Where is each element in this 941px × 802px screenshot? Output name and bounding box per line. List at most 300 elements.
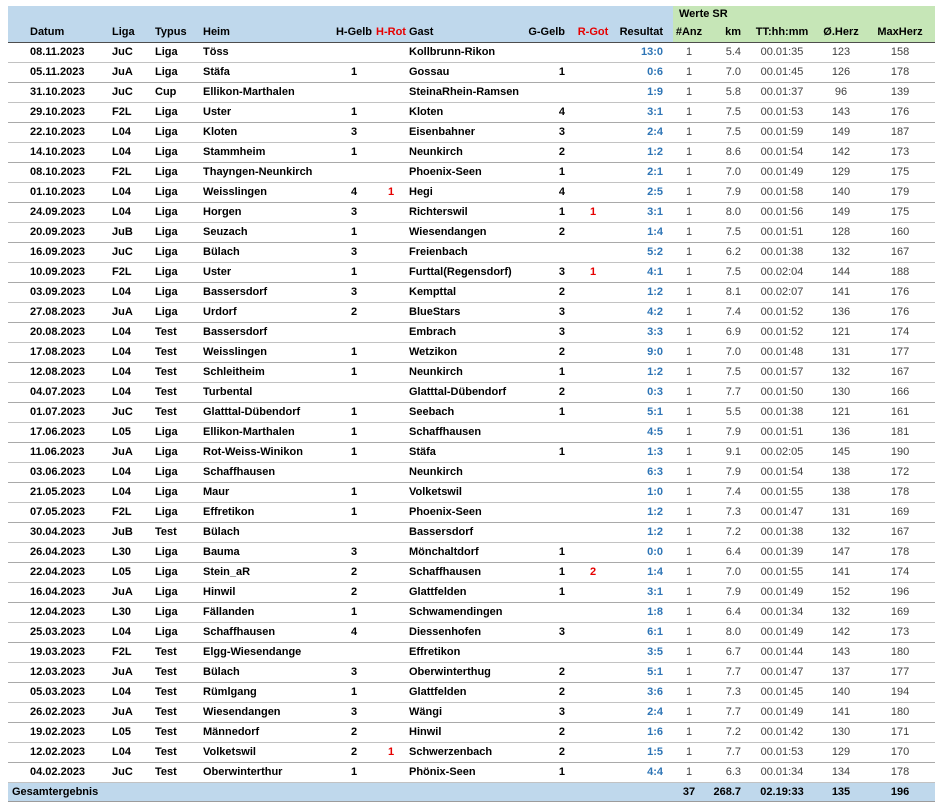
cell-h-gelb[interactable]: 1 (333, 63, 375, 83)
cell-h-gelb[interactable]: 1 (333, 223, 375, 243)
total-max-herz[interactable]: 196 (865, 783, 935, 802)
cell-g-gelb[interactable]: 3 (523, 623, 573, 643)
cell-typus[interactable]: Test (153, 363, 201, 383)
cell-g-gelb[interactable]: 1 (523, 63, 573, 83)
cell-r-got[interactable] (573, 303, 613, 323)
cell-max-herz[interactable]: 139 (865, 83, 935, 103)
cell-tt[interactable]: 00.01:52 (747, 303, 817, 323)
cell-liga[interactable]: F2L (108, 643, 153, 663)
cell-anz[interactable]: 1 (673, 63, 705, 83)
cell-resultat[interactable]: 3:6 (613, 683, 673, 703)
cell-anz[interactable]: 1 (673, 123, 705, 143)
cell-liga[interactable]: JuB (108, 223, 153, 243)
cell-max-herz[interactable]: 172 (865, 463, 935, 483)
cell-liga[interactable]: JuA (108, 663, 153, 683)
cell-heim[interactable]: Volketswil (201, 743, 333, 763)
cell-h-gelb[interactable]: 1 (333, 403, 375, 423)
col-header-h-rot[interactable]: H-Rot (375, 23, 407, 43)
cell-avg-herz[interactable]: 142 (817, 143, 865, 163)
cell-h-gelb[interactable]: 1 (333, 263, 375, 283)
cell-h-rot[interactable] (375, 103, 407, 123)
cell-anz[interactable]: 1 (673, 443, 705, 463)
cell-typus[interactable]: Liga (153, 283, 201, 303)
cell-g-gelb[interactable]: 3 (523, 703, 573, 723)
cell-h-rot[interactable] (375, 503, 407, 523)
cell-tt[interactable]: 00.01:34 (747, 603, 817, 623)
cell-g-gelb[interactable]: 1 (523, 403, 573, 423)
cell-g-gelb[interactable]: 1 (523, 443, 573, 463)
cell-typus[interactable]: Liga (153, 63, 201, 83)
cell-h-rot[interactable] (375, 343, 407, 363)
cell-resultat[interactable]: 0:3 (613, 383, 673, 403)
cell-tt[interactable]: 00.02:04 (747, 263, 817, 283)
cell-h-gelb[interactable]: 1 (333, 143, 375, 163)
cell-tt[interactable]: 00.01:57 (747, 363, 817, 383)
cell-tt[interactable]: 00.01:53 (747, 103, 817, 123)
cell-gast[interactable]: Wängi (407, 703, 523, 723)
cell-heim[interactable]: Bülach (201, 523, 333, 543)
cell-datum[interactable]: 19.03.2023 (8, 643, 108, 663)
cell-datum[interactable]: 05.03.2023 (8, 683, 108, 703)
cell-h-rot[interactable]: 1 (375, 183, 407, 203)
cell-g-gelb[interactable]: 1 (523, 363, 573, 383)
cell-datum[interactable]: 29.10.2023 (8, 103, 108, 123)
cell-r-got[interactable] (573, 423, 613, 443)
cell-resultat[interactable]: 1:8 (613, 603, 673, 623)
cell-g-gelb[interactable]: 2 (523, 663, 573, 683)
cell-h-rot[interactable] (375, 223, 407, 243)
cell-avg-herz[interactable]: 141 (817, 563, 865, 583)
cell-h-gelb[interactable] (333, 463, 375, 483)
cell-gast[interactable]: Wetzikon (407, 343, 523, 363)
cell-r-got[interactable] (573, 743, 613, 763)
cell-datum[interactable]: 26.02.2023 (8, 703, 108, 723)
cell-heim[interactable]: Schleitheim (201, 363, 333, 383)
total-anz[interactable]: 37 (673, 783, 705, 802)
cell-h-gelb[interactable]: 1 (333, 683, 375, 703)
cell-avg-herz[interactable]: 149 (817, 203, 865, 223)
cell-h-gelb[interactable] (333, 643, 375, 663)
cell-heim[interactable]: Maur (201, 483, 333, 503)
cell-r-got[interactable]: 1 (573, 203, 613, 223)
cell-typus[interactable]: Liga (153, 223, 201, 243)
cell-avg-herz[interactable]: 149 (817, 123, 865, 143)
cell-anz[interactable]: 1 (673, 163, 705, 183)
cell-gast[interactable]: Effretikon (407, 643, 523, 663)
cell-datum[interactable]: 05.11.2023 (8, 63, 108, 83)
cell-r-got[interactable] (573, 243, 613, 263)
cell-resultat[interactable]: 6:1 (613, 623, 673, 643)
cell-avg-herz[interactable]: 140 (817, 183, 865, 203)
cell-resultat[interactable]: 1:2 (613, 503, 673, 523)
cell-r-got[interactable] (573, 703, 613, 723)
col-header-gast[interactable]: Gast (407, 23, 523, 43)
cell-resultat[interactable]: 1:6 (613, 723, 673, 743)
cell-max-herz[interactable]: 177 (865, 343, 935, 363)
cell-datum[interactable]: 07.05.2023 (8, 503, 108, 523)
cell-heim[interactable]: Weisslingen (201, 183, 333, 203)
cell-km[interactable]: 7.5 (705, 103, 747, 123)
cell-km[interactable]: 7.7 (705, 383, 747, 403)
cell-max-herz[interactable]: 176 (865, 103, 935, 123)
cell-resultat[interactable]: 1:9 (613, 83, 673, 103)
cell-heim[interactable]: Weisslingen (201, 343, 333, 363)
cell-anz[interactable]: 1 (673, 203, 705, 223)
cell-liga[interactable]: JuC (108, 83, 153, 103)
cell-heim[interactable]: Bassersdorf (201, 323, 333, 343)
cell-r-got[interactable] (573, 583, 613, 603)
cell-heim[interactable]: Töss (201, 43, 333, 63)
cell-gast[interactable]: Bassersdorf (407, 523, 523, 543)
cell-heim[interactable]: Männedorf (201, 723, 333, 743)
cell-max-herz[interactable]: 179 (865, 183, 935, 203)
cell-liga[interactable]: JuC (108, 403, 153, 423)
cell-km[interactable]: 8.6 (705, 143, 747, 163)
cell-g-gelb[interactable]: 2 (523, 343, 573, 363)
cell-heim[interactable]: Fällanden (201, 603, 333, 623)
cell-km[interactable]: 7.2 (705, 523, 747, 543)
cell-resultat[interactable]: 4:5 (613, 423, 673, 443)
cell-typus[interactable]: Test (153, 723, 201, 743)
cell-gast[interactable]: Schaffhausen (407, 423, 523, 443)
cell-datum[interactable]: 22.04.2023 (8, 563, 108, 583)
cell-h-rot[interactable] (375, 663, 407, 683)
cell-tt[interactable]: 00.01:49 (747, 163, 817, 183)
cell-liga[interactable]: L05 (108, 563, 153, 583)
cell-r-got[interactable] (573, 663, 613, 683)
cell-km[interactable]: 7.5 (705, 223, 747, 243)
cell-gast[interactable]: Richterswil (407, 203, 523, 223)
cell-heim[interactable]: Seuzach (201, 223, 333, 243)
cell-h-rot[interactable] (375, 563, 407, 583)
cell-r-got[interactable] (573, 483, 613, 503)
cell-heim[interactable]: Uster (201, 263, 333, 283)
cell-anz[interactable]: 1 (673, 423, 705, 443)
cell-gast[interactable]: Furttal(Regensdorf) (407, 263, 523, 283)
cell-h-rot[interactable] (375, 703, 407, 723)
cell-typus[interactable]: Test (153, 683, 201, 703)
cell-anz[interactable]: 1 (673, 703, 705, 723)
cell-heim[interactable]: Ellikon-Marthalen (201, 423, 333, 443)
cell-r-got[interactable] (573, 143, 613, 163)
cell-anz[interactable]: 1 (673, 83, 705, 103)
cell-resultat[interactable]: 2:1 (613, 163, 673, 183)
cell-datum[interactable]: 01.07.2023 (8, 403, 108, 423)
cell-typus[interactable]: Liga (153, 183, 201, 203)
cell-h-rot[interactable] (375, 463, 407, 483)
cell-h-rot[interactable] (375, 583, 407, 603)
cell-h-gelb[interactable] (333, 163, 375, 183)
cell-r-got[interactable] (573, 523, 613, 543)
cell-datum[interactable]: 24.09.2023 (8, 203, 108, 223)
cell-typus[interactable]: Liga (153, 423, 201, 443)
cell-anz[interactable]: 1 (673, 563, 705, 583)
cell-heim[interactable]: Bülach (201, 243, 333, 263)
cell-heim[interactable]: Schaffhausen (201, 623, 333, 643)
cell-liga[interactable]: L04 (108, 183, 153, 203)
cell-heim[interactable]: Uster (201, 103, 333, 123)
cell-liga[interactable]: L04 (108, 283, 153, 303)
cell-avg-herz[interactable]: 128 (817, 223, 865, 243)
cell-max-herz[interactable]: 187 (865, 123, 935, 143)
cell-r-got[interactable] (573, 463, 613, 483)
cell-tt[interactable]: 00.02:07 (747, 283, 817, 303)
cell-liga[interactable]: F2L (108, 163, 153, 183)
cell-typus[interactable]: Test (153, 323, 201, 343)
cell-datum[interactable]: 17.08.2023 (8, 343, 108, 363)
cell-anz[interactable]: 1 (673, 603, 705, 623)
cell-avg-herz[interactable]: 141 (817, 283, 865, 303)
cell-gast[interactable]: Volketswil (407, 483, 523, 503)
cell-tt[interactable]: 00.01:38 (747, 243, 817, 263)
cell-h-rot[interactable] (375, 323, 407, 343)
cell-h-gelb[interactable]: 3 (333, 703, 375, 723)
cell-g-gelb[interactable] (523, 643, 573, 663)
cell-km[interactable]: 5.8 (705, 83, 747, 103)
cell-km[interactable]: 7.0 (705, 63, 747, 83)
cell-h-rot[interactable] (375, 623, 407, 643)
cell-heim[interactable]: Horgen (201, 203, 333, 223)
cell-gast[interactable]: Freienbach (407, 243, 523, 263)
cell-r-got[interactable] (573, 443, 613, 463)
cell-g-gelb[interactable] (523, 603, 573, 623)
cell-g-gelb[interactable]: 2 (523, 283, 573, 303)
cell-datum[interactable]: 11.06.2023 (8, 443, 108, 463)
cell-avg-herz[interactable]: 142 (817, 623, 865, 643)
cell-datum[interactable]: 19.02.2023 (8, 723, 108, 743)
cell-liga[interactable]: JuA (108, 703, 153, 723)
cell-typus[interactable]: Test (153, 403, 201, 423)
cell-r-got[interactable] (573, 403, 613, 423)
cell-h-gelb[interactable]: 3 (333, 123, 375, 143)
cell-tt[interactable]: 00.01:52 (747, 323, 817, 343)
cell-liga[interactable]: L04 (108, 683, 153, 703)
cell-resultat[interactable]: 2:4 (613, 703, 673, 723)
cell-r-got[interactable] (573, 643, 613, 663)
cell-resultat[interactable]: 1:2 (613, 523, 673, 543)
cell-tt[interactable]: 00.01:44 (747, 643, 817, 663)
cell-resultat[interactable]: 5:1 (613, 403, 673, 423)
cell-max-herz[interactable]: 176 (865, 303, 935, 323)
cell-h-rot[interactable] (375, 443, 407, 463)
cell-max-herz[interactable]: 174 (865, 323, 935, 343)
cell-avg-herz[interactable]: 134 (817, 763, 865, 783)
cell-datum[interactable]: 16.09.2023 (8, 243, 108, 263)
cell-anz[interactable]: 1 (673, 103, 705, 123)
cell-avg-herz[interactable]: 136 (817, 303, 865, 323)
cell-g-gelb[interactable] (523, 243, 573, 263)
cell-gast[interactable]: Phönix-Seen (407, 763, 523, 783)
col-header-resultat[interactable]: Resultat (613, 23, 673, 43)
cell-avg-herz[interactable]: 143 (817, 643, 865, 663)
cell-tt[interactable]: 00.01:56 (747, 203, 817, 223)
cell-heim[interactable]: Bülach (201, 663, 333, 683)
cell-typus[interactable]: Test (153, 523, 201, 543)
cell-h-rot[interactable] (375, 163, 407, 183)
cell-typus[interactable]: Test (153, 743, 201, 763)
cell-resultat[interactable]: 3:1 (613, 103, 673, 123)
cell-anz[interactable]: 1 (673, 263, 705, 283)
cell-h-gelb[interactable]: 3 (333, 203, 375, 223)
cell-gast[interactable]: Seebach (407, 403, 523, 423)
cell-tt[interactable]: 00.01:39 (747, 543, 817, 563)
col-header-r-got[interactable]: R-Got (573, 23, 613, 43)
cell-anz[interactable]: 1 (673, 463, 705, 483)
cell-liga[interactable]: L04 (108, 463, 153, 483)
cell-g-gelb[interactable]: 2 (523, 383, 573, 403)
cell-r-got[interactable]: 2 (573, 563, 613, 583)
cell-avg-herz[interactable]: 138 (817, 463, 865, 483)
cell-heim[interactable]: Thayngen-Neunkirch (201, 163, 333, 183)
cell-km[interactable]: 6.3 (705, 763, 747, 783)
cell-tt[interactable]: 00.01:54 (747, 463, 817, 483)
cell-km[interactable]: 7.2 (705, 723, 747, 743)
cell-heim[interactable]: Ellikon-Marthalen (201, 83, 333, 103)
cell-r-got[interactable] (573, 503, 613, 523)
cell-h-rot[interactable] (375, 43, 407, 63)
cell-anz[interactable]: 1 (673, 543, 705, 563)
cell-h-rot[interactable] (375, 723, 407, 743)
cell-km[interactable]: 6.2 (705, 243, 747, 263)
cell-liga[interactable]: JuA (108, 63, 153, 83)
cell-heim[interactable]: Urdorf (201, 303, 333, 323)
cell-gast[interactable]: Stäfa (407, 443, 523, 463)
cell-liga[interactable]: L04 (108, 483, 153, 503)
cell-datum[interactable]: 27.08.2023 (8, 303, 108, 323)
cell-h-gelb[interactable] (333, 43, 375, 63)
cell-tt[interactable]: 00.01:50 (747, 383, 817, 403)
cell-resultat[interactable]: 13:0 (613, 43, 673, 63)
cell-gast[interactable]: Kollbrunn-Rikon (407, 43, 523, 63)
cell-resultat[interactable]: 3:1 (613, 203, 673, 223)
cell-datum[interactable]: 31.10.2023 (8, 83, 108, 103)
cell-liga[interactable]: L05 (108, 723, 153, 743)
cell-avg-herz[interactable]: 132 (817, 243, 865, 263)
cell-h-rot[interactable] (375, 403, 407, 423)
cell-max-herz[interactable]: 194 (865, 683, 935, 703)
cell-anz[interactable]: 1 (673, 683, 705, 703)
cell-resultat[interactable]: 6:3 (613, 463, 673, 483)
cell-h-rot[interactable] (375, 243, 407, 263)
cell-tt[interactable]: 00.01:54 (747, 143, 817, 163)
cell-max-herz[interactable]: 170 (865, 743, 935, 763)
cell-tt[interactable]: 00.01:51 (747, 423, 817, 443)
cell-datum[interactable]: 26.04.2023 (8, 543, 108, 563)
cell-r-got[interactable] (573, 683, 613, 703)
cell-g-gelb[interactable] (523, 423, 573, 443)
cell-gast[interactable]: Glatttal-Dübendorf (407, 383, 523, 403)
cell-liga[interactable]: JuA (108, 443, 153, 463)
cell-tt[interactable]: 00.02:05 (747, 443, 817, 463)
cell-avg-herz[interactable]: 96 (817, 83, 865, 103)
cell-typus[interactable]: Liga (153, 603, 201, 623)
cell-heim[interactable]: Turbental (201, 383, 333, 403)
cell-liga[interactable]: L04 (108, 363, 153, 383)
cell-h-rot[interactable] (375, 263, 407, 283)
cell-anz[interactable]: 1 (673, 663, 705, 683)
cell-tt[interactable]: 00.01:59 (747, 123, 817, 143)
cell-h-gelb[interactable]: 4 (333, 183, 375, 203)
cell-km[interactable]: 8.0 (705, 203, 747, 223)
col-header-typus[interactable]: Typus (153, 23, 201, 43)
cell-liga[interactable]: F2L (108, 503, 153, 523)
cell-h-rot[interactable] (375, 203, 407, 223)
cell-heim[interactable]: Rümlgang (201, 683, 333, 703)
cell-typus[interactable]: Test (153, 643, 201, 663)
cell-g-gelb[interactable]: 2 (523, 223, 573, 243)
cell-g-gelb[interactable]: 1 (523, 163, 573, 183)
cell-gast[interactable]: Diessenhofen (407, 623, 523, 643)
cell-h-gelb[interactable]: 1 (333, 763, 375, 783)
cell-datum[interactable]: 25.03.2023 (8, 623, 108, 643)
cell-max-herz[interactable]: 176 (865, 283, 935, 303)
cell-typus[interactable]: Test (153, 343, 201, 363)
cell-km[interactable]: 5.5 (705, 403, 747, 423)
cell-liga[interactable]: F2L (108, 263, 153, 283)
cell-resultat[interactable]: 4:4 (613, 763, 673, 783)
cell-anz[interactable]: 1 (673, 143, 705, 163)
cell-gast[interactable]: Schaffhausen (407, 563, 523, 583)
cell-heim[interactable]: Stäfa (201, 63, 333, 83)
col-header-g-gelb[interactable]: G-Gelb (523, 23, 573, 43)
cell-km[interactable]: 6.4 (705, 543, 747, 563)
cell-typus[interactable]: Liga (153, 203, 201, 223)
cell-liga[interactable]: L30 (108, 543, 153, 563)
cell-gast[interactable]: Hinwil (407, 723, 523, 743)
cell-avg-herz[interactable]: 131 (817, 503, 865, 523)
cell-h-rot[interactable] (375, 483, 407, 503)
cell-gast[interactable]: Hegi (407, 183, 523, 203)
cell-anz[interactable]: 1 (673, 523, 705, 543)
cell-tt[interactable]: 00.01:45 (747, 683, 817, 703)
cell-typus[interactable]: Liga (153, 263, 201, 283)
cell-avg-herz[interactable]: 152 (817, 583, 865, 603)
cell-avg-herz[interactable]: 147 (817, 543, 865, 563)
cell-typus[interactable]: Test (153, 703, 201, 723)
cell-resultat[interactable]: 5:1 (613, 663, 673, 683)
cell-h-rot[interactable] (375, 383, 407, 403)
cell-anz[interactable]: 1 (673, 763, 705, 783)
cell-anz[interactable]: 1 (673, 503, 705, 523)
cell-gast[interactable]: Mönchaltdorf (407, 543, 523, 563)
cell-datum[interactable]: 20.09.2023 (8, 223, 108, 243)
col-header-liga[interactable]: Liga (108, 23, 153, 43)
cell-r-got[interactable] (573, 283, 613, 303)
col-header-tt[interactable]: TT:hh:mm (747, 23, 817, 43)
cell-heim[interactable]: Bauma (201, 543, 333, 563)
col-header-avg-herz[interactable]: Ø.Herz (817, 23, 865, 43)
cell-max-herz[interactable]: 171 (865, 723, 935, 743)
cell-heim[interactable]: Glatttal-Dübendorf (201, 403, 333, 423)
cell-max-herz[interactable]: 161 (865, 403, 935, 423)
cell-gast[interactable]: Phoenix-Seen (407, 163, 523, 183)
cell-tt[interactable]: 00.01:55 (747, 563, 817, 583)
cell-max-herz[interactable]: 174 (865, 563, 935, 583)
cell-avg-herz[interactable]: 140 (817, 683, 865, 703)
cell-km[interactable]: 7.7 (705, 703, 747, 723)
cell-typus[interactable]: Liga (153, 303, 201, 323)
cell-liga[interactable]: L04 (108, 323, 153, 343)
cell-max-herz[interactable]: 167 (865, 243, 935, 263)
cell-tt[interactable]: 00.01:47 (747, 663, 817, 683)
cell-anz[interactable]: 1 (673, 643, 705, 663)
cell-datum[interactable]: 12.03.2023 (8, 663, 108, 683)
cell-liga[interactable]: L04 (108, 383, 153, 403)
cell-km[interactable]: 6.4 (705, 603, 747, 623)
cell-resultat[interactable]: 2:5 (613, 183, 673, 203)
cell-h-gelb[interactable]: 1 (333, 483, 375, 503)
col-header-max-herz[interactable]: MaxHerz (865, 23, 935, 43)
